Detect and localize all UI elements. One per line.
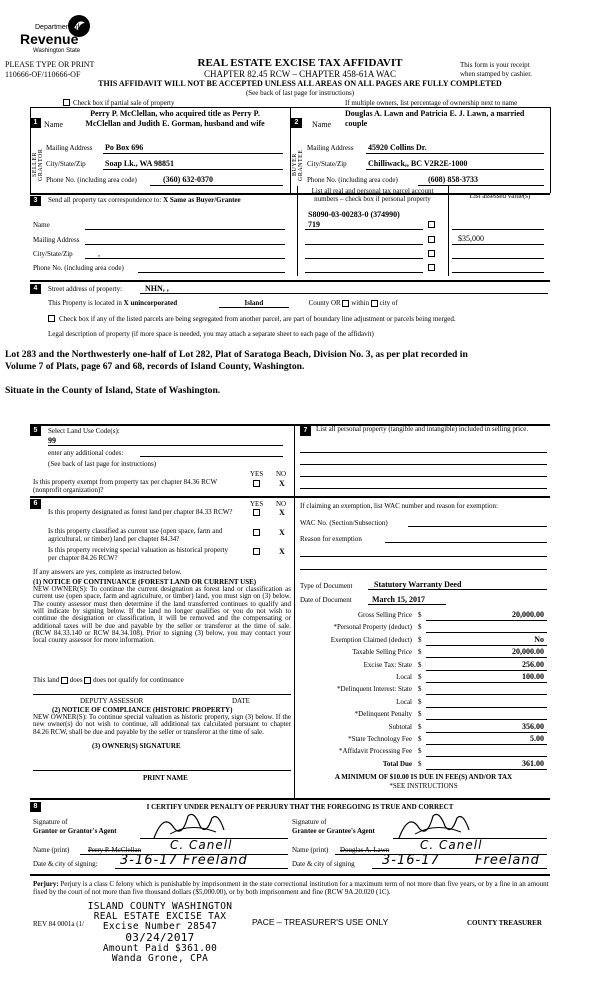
- tax-row-underline: [426, 707, 547, 708]
- grantor-sig-label-2: Grantor or Grantor's Agent: [33, 827, 117, 835]
- section-4-badge: 4: [30, 284, 41, 294]
- personal-property-label: List all personal property (tangible and intangible) included in selling price.: [316, 425, 529, 433]
- tax-row-currency: $: [418, 623, 422, 631]
- parcel-number-2: 719: [308, 220, 320, 229]
- parcel-number-1: S8090-03-00283-0 (374990): [308, 210, 400, 219]
- pace-label: PACE – TREASURER'S USE ONLY: [252, 917, 389, 927]
- grantor-name-handwritten: C. Canell: [170, 838, 233, 852]
- tax-row-value: 5.00: [530, 734, 544, 743]
- cu-q2: Is this property classified as current use (open space, farm and agricultural, or timber) land per chapter 84.34?: [48, 527, 223, 544]
- stamp-line-1: ISLAND COUNTY WASHINGTON: [87, 901, 233, 912]
- buyer-mailing-label: Mailing Address: [307, 144, 354, 152]
- situate-line: Situate in the County of Island, State of Washington.: [5, 385, 221, 396]
- if-yes-note: If any answers are yes, complete as instructed below.: [33, 568, 182, 576]
- located-city-of: city of: [379, 299, 398, 307]
- tax-row-currency: $: [418, 760, 422, 768]
- tax-row-label: *Personal Property (deduct): [333, 623, 412, 631]
- street-value: NHN, ,: [145, 284, 169, 293]
- stamp-line-4: 03/24/2017: [125, 931, 195, 944]
- buyer-phone-value: (608) 858-3733: [428, 175, 478, 184]
- tax-row-label: Local: [396, 673, 412, 681]
- buyer-city-value: Chilliwack,, BC V2R2E-1000: [368, 159, 468, 168]
- perjury-label: Perjury:: [33, 880, 59, 888]
- doc-type-label: Type of Document: [300, 582, 353, 590]
- notice2-body: NEW OWNER(S): To continue special valuation as historic property, sign (3) below. If the new owner(s) do not wish to continue, all additional tax calculated pursuant to chapter 84.26 RCW, shall be due and payable by the seller or transferor at the time of sale.: [33, 713, 291, 736]
- county-treasurer-label: COUNTY TREASURER: [467, 919, 542, 927]
- exempt-no-header: NO: [276, 470, 287, 478]
- notice1-title: (1) NOTICE OF CONTINUANCE (FOREST LAND OR CURRENT USE): [33, 578, 257, 586]
- partial-sale-checkbox[interactable]: [63, 99, 70, 106]
- notice2-title: (2) NOTICE OF COMPLIANCE (HISTORIC PROPERTY): [52, 706, 233, 714]
- doc-date-value: March 15, 2017: [372, 595, 425, 604]
- grantee-name-struck: Douglas A. Lawn: [340, 846, 390, 854]
- street-label: Street address of property:: [48, 285, 123, 293]
- corr-city-label: City/State/Zip: [33, 250, 73, 258]
- seller-phone-value: (360) 632-0370: [163, 175, 213, 184]
- exempt-question: Is this property exempt from property tax per chapter 84.36 RCW (nonprofit organization)?: [33, 478, 217, 495]
- tax-row-underline: [426, 744, 547, 745]
- segregated-label: Check box if any of the listed parcels are being segregated from another parcel, are part of boundary line adjustment or parcels being merged.: [59, 315, 456, 323]
- receipt-note-2: when stamped by cashier.: [460, 70, 532, 78]
- located-county: Island: [219, 299, 289, 308]
- form-subtitle: CHAPTER 82.45 RCW – CHAPTER 458-61A WAC: [204, 69, 396, 79]
- wac-label: WAC No. (Section/Subsection): [300, 519, 388, 527]
- grantee-date-label: Date & city of signing: [292, 860, 355, 868]
- tax-row-value: 20,000.00: [512, 647, 544, 656]
- seller-city-label: City/State/Zip: [46, 160, 86, 168]
- cu-no-header: NO: [276, 500, 287, 508]
- this-land-line: [33, 676, 184, 684]
- dor-logo: [5, 14, 105, 58]
- correspondence-same: X Same as Buyer/Grantee: [163, 196, 241, 204]
- grantor-sig-label-1: Signature of: [33, 818, 68, 826]
- corr-phone-label: Phone No. (including area code): [33, 264, 124, 272]
- tax-row-currency: $: [418, 698, 422, 706]
- legal-description-label: Legal description of property (if more space is needed, you may attach a separate sheet to each page of the affidavit): [48, 330, 374, 338]
- does-not-checkbox[interactable]: [84, 677, 91, 684]
- dept-name: Revenue: [20, 31, 79, 47]
- grantor-signature-scribble: [150, 808, 230, 842]
- form-ids: 110666-OF/110666-OF: [5, 70, 81, 79]
- cu-q1-yes-checkbox[interactable]: [253, 509, 260, 516]
- buyer-name-line2: couple: [345, 119, 368, 128]
- exempt-no-answer: X: [279, 479, 285, 488]
- tax-row-value: 356.00: [522, 722, 544, 731]
- tax-row-label: Subtotal: [388, 723, 412, 731]
- buyer-name-line1: Douglas A. Lawn and Patricia E. J. Lawn, a married: [345, 109, 525, 118]
- stamp-line-6: Wanda Grone, CPA: [111, 953, 209, 964]
- stamp-line-2: REAL ESTATE EXCISE TAX: [93, 911, 227, 922]
- tax-row-underline: [426, 657, 547, 658]
- within-checkbox[interactable]: [342, 300, 349, 307]
- section-1-badge: 1: [30, 118, 41, 128]
- tax-row-label: *Affidavit Processing Fee: [339, 747, 412, 755]
- corr-mailing-label: Mailing Address: [33, 236, 80, 244]
- rev-number: REV 84 0001a (1/: [33, 920, 85, 928]
- grantor-name-print-label: Name (print): [33, 846, 70, 854]
- seller-mailing-value: Po Box 696: [105, 143, 144, 152]
- parcel-2-personal-checkbox[interactable]: [428, 236, 435, 243]
- please-type: PLEASE TYPE OR PRINT: [5, 60, 95, 69]
- tax-row-currency: $: [418, 611, 422, 619]
- tax-row-underline: [426, 719, 547, 720]
- tax-row-label: Total Due: [382, 760, 412, 768]
- parcel-1-personal-checkbox[interactable]: [428, 221, 435, 228]
- tax-row-currency: $: [418, 747, 422, 755]
- this-land-label: This land: [33, 676, 60, 684]
- certify-statement: I CERTIFY UNDER PENALTY OF PERJURY THAT THE FOREGOING IS TRUE AND CORRECT: [146, 803, 454, 811]
- tax-row-underline: [426, 769, 547, 770]
- seller-name-label: Name: [44, 120, 64, 129]
- owner-signature-label: (3) OWNER(S) SIGNATURE: [92, 742, 181, 750]
- grantee-date-handwritten: 3-16-17: [382, 853, 440, 868]
- dept-state: Washington State: [33, 48, 81, 54]
- deputy-assessor-label: DEPUTY ASSESSOR: [80, 697, 144, 705]
- notice1-body: NEW OWNER(S): To continue the current designation as forest land or classification as current use (open space, farm and agriculture, or timber) land, you must sign on (3) below. The county assessor must then determine if the land transferred continues to qualify and will indicate by signing below. If the land no longer qualifies or you do not wish to continue the designation or classification, it will be removed and the compensating or additional taxes will be due and payable by the seller or transferor at the time of sale. (RCW 84.33.140 or RCW 84.34.108). Prior to signing (3) below, you may contact your local county assessor for more information.: [33, 585, 291, 645]
- tax-row-underline: [426, 756, 547, 757]
- tax-row-currency: $: [418, 636, 422, 644]
- perjury-notice: [33, 880, 549, 896]
- exempt-yes-checkbox[interactable]: [253, 480, 260, 487]
- section-2-badge: 2: [291, 118, 302, 128]
- section-5-badge: 5: [30, 426, 41, 436]
- land-use-code: 99: [48, 436, 56, 445]
- grantee-name-handwritten: C. Canell: [420, 838, 483, 852]
- cu-q2-yes-checkbox[interactable]: [253, 529, 260, 536]
- section-8-badge: 8: [30, 802, 41, 812]
- print-name-label: PRINT NAME: [143, 774, 188, 782]
- grantee-city-handwritten: Freeland: [475, 853, 540, 868]
- tax-row-label: Excise Tax: State: [363, 661, 412, 669]
- tax-row-underline: [426, 620, 547, 621]
- does-not-label: does not qualify for continuance: [93, 676, 184, 684]
- cu-q3-yes-checkbox[interactable]: [253, 548, 260, 555]
- see-instructions-note: *SEE INSTRUCTIONS: [389, 782, 458, 790]
- tax-row-currency: $: [418, 648, 422, 656]
- see-back-note: (See back of last page for instructions): [245, 89, 355, 97]
- tax-row-label: *Delinquent Interest: State: [336, 685, 412, 693]
- tax-row-label: Gross Selling Price: [357, 611, 412, 619]
- corr-name-label: Name: [33, 221, 50, 229]
- located-prefix: This Property is located in: [48, 299, 122, 307]
- grantee-signature-scribble: [395, 808, 475, 842]
- receipt-note-1: This form is your receipt: [460, 61, 530, 69]
- cu-yes-header: YES: [250, 500, 264, 508]
- tax-row-label: Local: [396, 698, 412, 706]
- buyer-side-label: BUYER GRANTEE: [292, 149, 304, 181]
- correspondence-label: [48, 196, 241, 204]
- tax-row-currency: $: [418, 723, 422, 731]
- grantee-sig-label-2: Grantee or Grantee's Agent: [292, 827, 375, 835]
- seller-side-label: SELLER GRANTOR: [32, 148, 44, 182]
- excise-tax-stamp: [80, 902, 240, 964]
- grantee-name-print-label: Name (print): [292, 846, 329, 854]
- segregated-checkbox[interactable]: [48, 315, 55, 322]
- exemption-claim-label: If claiming an exemption, list WAC number and reason for exemption:: [300, 502, 498, 510]
- form-warning: THIS AFFIDAVIT WILL NOT BE ACCEPTED UNLESS ALL AREAS ON ALL PAGES ARE FULLY COMPLETED: [98, 79, 502, 88]
- doc-date-label: Date of Document: [300, 596, 352, 604]
- city-of-checkbox[interactable]: [371, 300, 378, 307]
- parcel-3-personal-checkbox[interactable]: [428, 250, 435, 257]
- tax-row-currency: $: [418, 673, 422, 681]
- cu-q1-no-answer: X: [279, 508, 285, 517]
- cu-q2-no-answer: X: [279, 528, 285, 537]
- grantor-name-struck: Perry P. McClellan: [88, 846, 142, 854]
- partial-sale-label: Check box if partial sale of property: [73, 99, 175, 107]
- parcel-4-personal-checkbox[interactable]: [428, 264, 435, 271]
- located-county-suffix: County OR: [308, 299, 341, 307]
- additional-codes-label: enter any additional codes:: [48, 449, 124, 457]
- multiple-owners-note: If multiple owners, list percentage of ownership next to name: [345, 99, 518, 107]
- buyer-phone-label: Phone No. (including area code): [307, 176, 398, 184]
- tax-row-currency: $: [418, 685, 422, 693]
- correspondence-label-text: Send all property tax correspondence to:: [48, 196, 162, 204]
- tax-row-label: Exemption Claimed (deduct): [330, 636, 412, 644]
- tax-row-currency: $: [418, 735, 422, 743]
- section-3-badge: 3: [30, 196, 41, 206]
- located-unincorporated: X unincorporated: [123, 299, 178, 307]
- perjury-text: Perjury is a class C felony which is punishable by imprisonment in the state correctional institution for a maximum term of not more than five years, or by a fine in an amount fixed by the court of not more than five thousand dollars ($5,000.00), or by both imprisonment and fine (RCW 9A.20.020 (1C).: [33, 880, 549, 897]
- land-use-see-back: (See back of last page for instructions): [48, 460, 157, 468]
- exempt-yes-header: YES: [250, 470, 264, 478]
- buyer-city-label: City/State/Zip: [307, 160, 347, 168]
- cu-q3-no-answer: X: [279, 547, 285, 556]
- does-label: does: [69, 676, 83, 684]
- cu-q3: Is this property receiving special valuation as historical property per chapter 84.26 RCW?: [48, 546, 229, 563]
- tax-row-value: No: [534, 635, 544, 644]
- tax-row-value: 100.00: [522, 672, 544, 681]
- seller-mailing-label: Mailing Address: [46, 144, 93, 152]
- tax-row-currency: $: [418, 661, 422, 669]
- stamp-line-5: Amount Paid $361.00: [102, 943, 218, 954]
- corr-city-value: ,: [98, 249, 100, 258]
- dept-small: Department of: [35, 24, 80, 31]
- form-title: REAL ESTATE EXCISE TAX AFFIDAVIT: [197, 57, 403, 69]
- tax-row-label: *Delinquent Penalty: [354, 710, 412, 718]
- tax-row-value: 361.00: [522, 759, 544, 768]
- tax-row-value: 256.00: [522, 660, 544, 669]
- tax-row-value: 20,000.00: [512, 610, 544, 619]
- exemption-reason-label: Reason for exemption: [300, 535, 362, 543]
- doc-type-value: Statutory Warranty Deed: [374, 580, 462, 589]
- located-within: within: [351, 299, 370, 307]
- assessor-date-label: DATE: [232, 697, 250, 705]
- located-line: [48, 299, 468, 308]
- minimum-fee-note: A MINIMUM OF $10.00 IS DUE IN FEE(S) AND/OR TAX: [334, 773, 513, 781]
- grantee-sig-label-1: Signature of: [292, 818, 327, 826]
- assessed-header: List assessed value(s): [469, 192, 531, 200]
- cu-q1: Is this property designated as forest land per chapter 84.33 RCW?: [48, 508, 233, 516]
- tax-row-label: Taxable Selling Price: [352, 648, 412, 656]
- section-6-badge: 6: [30, 499, 41, 509]
- tax-row-underline: [426, 694, 547, 695]
- seller-name-line2: McClellan and Judith E. Gorman, husband and wife: [85, 119, 265, 128]
- tax-row-underline: [426, 645, 547, 646]
- seller-phone-label: Phone No. (including area code): [46, 176, 137, 184]
- tax-row-underline: [426, 682, 547, 683]
- grantor-date-label: Date & city of signing:: [33, 860, 98, 868]
- land-use-label: Select Land Use Code(s):: [48, 427, 120, 435]
- tax-row-label: *State Technology Fee: [348, 735, 412, 743]
- legal-description-line1: Lot 283 and the Northwesterly one-half of Lot 282, Plat of Saratoga Beach, Division No. 3, as per plat recorded in: [5, 349, 468, 360]
- section-7-badge: 7: [300, 426, 311, 436]
- tax-row-currency: $: [418, 710, 422, 718]
- tax-row-underline: [426, 632, 547, 633]
- seller-name-line1: Perry P. McClellan, who acquired title as Perry P.: [90, 109, 260, 118]
- legal-description-line2: Volume 7 of Plats, page 67 and 68, records of Island County, Washington.: [5, 361, 305, 372]
- seller-city-value: Soap Lk., WA 98851: [105, 159, 174, 168]
- stamp-line-3: Excise Number 28547: [102, 921, 218, 932]
- tax-row-underline: [426, 732, 547, 733]
- parcels-header: List all real and personal tax parcel account numbers – check box if personal property: [311, 187, 434, 204]
- assessed-value: $35,000: [458, 234, 484, 243]
- buyer-mailing-value: 45920 Collins Dr.: [368, 143, 427, 152]
- buyer-name-label: Name: [312, 120, 332, 129]
- grantor-date-city-handwritten: 3-16-17 Freeland: [120, 853, 248, 868]
- tax-row-underline: [426, 670, 547, 671]
- does-checkbox[interactable]: [61, 677, 68, 684]
